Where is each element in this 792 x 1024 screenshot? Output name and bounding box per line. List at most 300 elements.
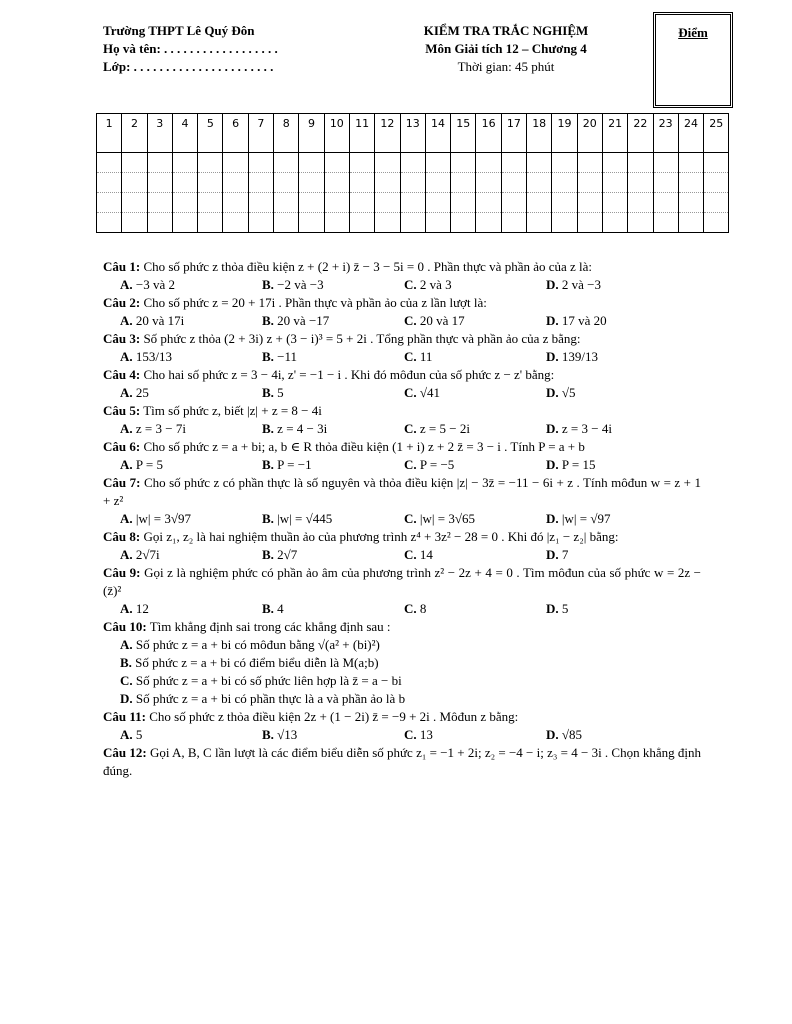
grid-answer-cell[interactable] (147, 213, 172, 233)
option-text: 2 và −3 (561, 277, 601, 292)
option-letter: D. (546, 421, 559, 436)
grid-answer-cell[interactable] (653, 173, 678, 193)
answer-option[interactable] (103, 636, 701, 654)
option-row (103, 384, 701, 402)
option-text: |w| = 3√65 (419, 511, 475, 526)
grid-answer-cell[interactable] (628, 173, 653, 193)
question-text: Cho số phức z = 20 + 17i . Phần thực và phần ảo của z lần lượt là: (143, 295, 487, 310)
option-text: 14 (419, 547, 433, 562)
answer-option[interactable] (546, 420, 688, 438)
grid-number: 20 (582, 117, 597, 130)
grid-answer-cell[interactable] (274, 193, 299, 213)
grid-number-cell (527, 114, 552, 153)
answer-option[interactable] (120, 384, 262, 402)
question-text: Tìm khẳng định sai trong các khẳng định sau : (149, 619, 391, 634)
school-name: Trường THPT Lê Quý Đôn (103, 23, 255, 38)
grid-number: 14 (431, 117, 445, 130)
grid-answer-cell[interactable] (122, 173, 147, 193)
grid-answer-cell[interactable] (223, 213, 248, 233)
grid-answer-cell[interactable] (577, 193, 602, 213)
grid-answer-row (97, 173, 729, 193)
grid-answer-cell[interactable] (476, 193, 501, 213)
option-letter: D. (546, 349, 559, 364)
answer-option[interactable] (404, 276, 546, 294)
grid-answer-cell[interactable] (299, 153, 324, 173)
exam-title: KIỂM TRA TRẮC NGHIỆM (423, 23, 589, 38)
grid-answer-cell[interactable] (501, 213, 526, 233)
answer-option[interactable] (546, 726, 688, 744)
grid-answer-row (97, 153, 729, 173)
grid-answer-cell[interactable] (97, 153, 122, 173)
option-letter: A. (120, 349, 133, 364)
grid-number-cell (476, 114, 501, 153)
grid-number: 25 (709, 117, 724, 130)
answer-option[interactable] (546, 312, 688, 330)
question-block (103, 474, 701, 528)
grid-answer-cell[interactable] (122, 193, 147, 213)
grid-answer-cell[interactable] (349, 173, 374, 193)
answer-option[interactable] (262, 276, 404, 294)
grid-answer-cell[interactable] (349, 213, 374, 233)
option-letter: B. (120, 655, 132, 670)
grid-number-cell (147, 114, 172, 153)
grid-answer-cell[interactable] (324, 153, 349, 173)
grid-answer-cell[interactable] (248, 213, 273, 233)
grid-answer-cell[interactable] (552, 153, 577, 173)
grid-answer-cell[interactable] (198, 153, 223, 173)
grid-answer-cell[interactable] (678, 173, 703, 193)
option-letter: B. (262, 601, 274, 616)
grid-answer-cell[interactable] (527, 173, 552, 193)
grid-answer-cell[interactable] (324, 173, 349, 193)
question-stem (103, 402, 701, 420)
answer-option[interactable] (546, 348, 688, 366)
grid-answer-cell[interactable] (299, 173, 324, 193)
question-label: Câu 12: (103, 745, 147, 760)
question-text: Gọi z₁, z₂ là hai nghiệm thuần ảo của phương trình z⁴ + 3z² − 28 = 0 . Khi đó |z₁ − z₂| bằng: (143, 529, 619, 544)
option-letter: A. (120, 547, 133, 562)
option-letter: A. (120, 637, 133, 652)
answer-option[interactable] (262, 420, 404, 438)
option-letter: C. (404, 385, 417, 400)
option-letter: B. (262, 349, 274, 364)
grid-answer-cell[interactable] (451, 213, 476, 233)
grid-answer-cell[interactable] (425, 153, 450, 173)
option-letter: D. (120, 691, 133, 706)
question-label: Câu 9: (103, 565, 141, 580)
option-row (103, 312, 701, 330)
option-letter: D. (546, 457, 559, 472)
answer-option[interactable] (262, 600, 404, 618)
grid-number-cell (349, 114, 374, 153)
grid-number: 9 (308, 117, 316, 130)
question-block (103, 366, 701, 402)
grid-number: 16 (481, 117, 496, 130)
question-stem (103, 366, 701, 384)
grid-number: 12 (380, 117, 395, 130)
question-list (103, 258, 701, 780)
grid-number: 8 (282, 117, 290, 130)
grid-number: 22 (633, 117, 648, 130)
answer-option[interactable] (262, 546, 404, 564)
option-text: 17 và 20 (561, 313, 607, 328)
question-label: Câu 2: (103, 295, 141, 310)
grid-answer-cell[interactable] (552, 173, 577, 193)
grid-answer-cell[interactable] (501, 173, 526, 193)
option-letter: D. (546, 601, 559, 616)
option-text: z = 4 − 3i (277, 421, 328, 436)
answer-option[interactable] (262, 384, 404, 402)
question-stem (103, 438, 701, 456)
answer-option[interactable] (404, 420, 546, 438)
grid-answer-cell[interactable] (678, 213, 703, 233)
answer-option[interactable] (120, 348, 262, 366)
grid-answer-cell[interactable] (147, 153, 172, 173)
option-letter: B. (262, 277, 274, 292)
option-text: 12 (135, 601, 149, 616)
option-letter: D. (546, 547, 559, 562)
question-text: Gọi A, B, C lần lượt là các điểm biểu diễn số phức z₁ = −1 + 2i; z₂ = −4 − i; z₃ = 4 − 3i . Chọn khẳng định đúng. (103, 745, 701, 778)
option-text: 25 (135, 385, 149, 400)
grid-answer-cell[interactable] (704, 193, 729, 213)
grid-number: 10 (329, 117, 344, 130)
option-text: Số phức z = a + bi có phần thực là a và phần ảo là b (135, 691, 406, 706)
answer-option[interactable] (404, 726, 546, 744)
grid-answer-cell[interactable] (602, 153, 627, 173)
option-text: 5 (277, 385, 284, 400)
grid-answer-cell[interactable] (223, 153, 248, 173)
question-block (103, 294, 701, 330)
grid-number-cell (97, 114, 122, 153)
grid-number-cell (577, 114, 602, 153)
question-block (103, 402, 701, 438)
answer-option[interactable] (262, 312, 404, 330)
answer-option[interactable] (262, 456, 404, 474)
answer-option[interactable] (546, 546, 688, 564)
score-label: Điểm (678, 25, 708, 40)
grid-answer-cell[interactable] (147, 193, 172, 213)
question-text: Gọi z là nghiệm phức có phần ảo âm của phương trình z² − 2z + 4 = 0 . Tìm môđun của số phức w = 2z − (z̄)² (103, 565, 701, 598)
grid-answer-cell[interactable] (602, 173, 627, 193)
answer-option[interactable] (404, 384, 546, 402)
option-letter: A. (120, 457, 133, 472)
grid-answer-cell[interactable] (425, 213, 450, 233)
option-letter: B. (262, 511, 274, 526)
answer-option[interactable] (120, 726, 262, 744)
grid-number-cell (375, 114, 400, 153)
option-text: P = 5 (135, 457, 163, 472)
grid-answer-cell[interactable] (97, 173, 122, 193)
answer-option[interactable] (262, 510, 404, 528)
answer-option[interactable] (262, 726, 404, 744)
grid-answer-cell[interactable] (400, 193, 425, 213)
question-text: Cho số phức z thỏa điều kiện 2z + (1 − 2i) z̄ = −9 + 2i . Môđun z bằng: (149, 709, 519, 724)
option-letter: C. (404, 277, 417, 292)
grid-answer-cell[interactable] (577, 153, 602, 173)
question-label: Câu 1: (103, 259, 141, 274)
grid-answer-cell[interactable] (425, 193, 450, 213)
grid-number: 6 (232, 117, 240, 130)
grid-answer-cell[interactable] (198, 213, 223, 233)
option-letter: C. (404, 457, 417, 472)
option-letter: B. (262, 727, 274, 742)
option-letter: B. (262, 421, 274, 436)
question-stem (103, 564, 701, 600)
grid-number-cell (678, 114, 703, 153)
option-text: 139/13 (561, 349, 599, 364)
grid-answer-cell[interactable] (274, 173, 299, 193)
grid-answer-cell[interactable] (552, 193, 577, 213)
grid-answer-cell[interactable] (375, 173, 400, 193)
grid-answer-cell[interactable] (299, 213, 324, 233)
option-text: 2√7i (135, 547, 160, 562)
answer-option[interactable] (120, 600, 262, 618)
answer-grid (96, 113, 729, 233)
grid-answer-cell[interactable] (97, 193, 122, 213)
grid-answer-cell[interactable] (527, 193, 552, 213)
grid-number-cell (400, 114, 425, 153)
grid-answer-cell[interactable] (602, 213, 627, 233)
grid-answer-cell[interactable] (451, 193, 476, 213)
grid-answer-cell[interactable] (97, 213, 122, 233)
grid-answer-cell[interactable] (628, 153, 653, 173)
question-stem (103, 528, 701, 546)
grid-number: 13 (405, 117, 420, 130)
grid-answer-cell[interactable] (349, 153, 374, 173)
grid-answer-cell[interactable] (602, 193, 627, 213)
answer-option[interactable] (120, 420, 262, 438)
answer-option[interactable] (103, 690, 701, 708)
grid-answer-cell[interactable] (349, 193, 374, 213)
grid-answer-cell[interactable] (172, 193, 197, 213)
grid-answer-cell[interactable] (653, 193, 678, 213)
option-text: √5 (561, 385, 576, 400)
grid-answer-cell[interactable] (375, 153, 400, 173)
question-label: Câu 3: (103, 331, 141, 346)
grid-number: 17 (506, 117, 521, 130)
grid-number-cell (501, 114, 526, 153)
grid-answer-cell[interactable] (400, 213, 425, 233)
question-text: Số phức z thỏa (2 + 3i) z + (3 − i)³ = 5 + 2i . Tổng phần thực và phần ảo của z bằng: (143, 331, 581, 346)
option-text: 5 (135, 727, 143, 742)
question-text: Tìm số phức z, biết |z| + z = 8 − 4i (143, 403, 322, 418)
grid-answer-cell[interactable] (577, 173, 602, 193)
grid-answer-cell[interactable] (172, 153, 197, 173)
grid-answer-cell[interactable] (122, 213, 147, 233)
score-box (653, 12, 733, 108)
grid-answer-cell[interactable] (678, 193, 703, 213)
grid-number-cell (248, 114, 273, 153)
answer-option[interactable] (404, 510, 546, 528)
answer-option[interactable] (120, 456, 262, 474)
question-stem (103, 708, 701, 726)
grid-number: 19 (557, 117, 572, 130)
grid-answer-cell[interactable] (704, 153, 729, 173)
option-letter: C. (404, 421, 417, 436)
grid-answer-cell[interactable] (324, 213, 349, 233)
grid-number-cell (628, 114, 653, 153)
grid-answer-cell[interactable] (172, 213, 197, 233)
grid-answer-cell[interactable] (653, 153, 678, 173)
grid-answer-cell[interactable] (223, 173, 248, 193)
grid-number: 5 (206, 117, 214, 130)
option-text: z = 3 − 7i (135, 421, 186, 436)
grid-answer-cell[interactable] (527, 153, 552, 173)
grid-answer-cell[interactable] (704, 213, 729, 233)
grid-answer-cell[interactable] (324, 193, 349, 213)
grid-answer-cell[interactable] (451, 173, 476, 193)
answer-option[interactable] (103, 672, 701, 690)
option-text: 20 và 17 (419, 313, 465, 328)
grid-answer-cell[interactable] (425, 173, 450, 193)
option-row (103, 420, 701, 438)
grid-answer-cell[interactable] (198, 173, 223, 193)
option-text: 153/13 (135, 349, 173, 364)
grid-answer-cell[interactable] (653, 213, 678, 233)
grid-answer-cell[interactable] (552, 213, 577, 233)
question-stem (103, 618, 701, 636)
option-letter: B. (262, 547, 274, 562)
answer-option[interactable] (404, 312, 546, 330)
option-text: P = −5 (419, 457, 455, 472)
answer-option[interactable] (546, 384, 688, 402)
option-letter: B. (262, 457, 274, 472)
grid-answer-cell[interactable] (628, 193, 653, 213)
grid-answer-cell[interactable] (223, 193, 248, 213)
option-letter: C. (404, 511, 417, 526)
grid-answer-cell[interactable] (248, 153, 273, 173)
question-block (103, 528, 701, 564)
option-text: √85 (561, 727, 583, 742)
answer-option[interactable] (120, 510, 262, 528)
answer-option[interactable] (120, 312, 262, 330)
option-row (103, 510, 701, 528)
student-name-line: Họ và tên: . . . . . . . . . . . . . . . . . . (103, 41, 278, 56)
option-letter: A. (120, 511, 133, 526)
grid-answer-cell[interactable] (451, 153, 476, 173)
grid-number-cell (299, 114, 324, 153)
option-letter: C. (404, 547, 417, 562)
grid-answer-cell[interactable] (678, 153, 703, 173)
answer-option[interactable] (103, 654, 701, 672)
grid-number: 1 (105, 117, 113, 130)
grid-number-cell (653, 114, 678, 153)
grid-answer-cell[interactable] (527, 213, 552, 233)
option-letter: C. (120, 673, 133, 688)
option-letter: A. (120, 601, 133, 616)
option-text: |w| = 3√97 (135, 511, 191, 526)
grid-number-cell (451, 114, 476, 153)
option-text: 8 (419, 601, 427, 616)
option-text: 20 và −17 (277, 313, 330, 328)
option-text: √13 (277, 727, 298, 742)
option-row (103, 348, 701, 366)
question-label: Câu 6: (103, 439, 141, 454)
answer-option[interactable] (546, 276, 688, 294)
option-text: |w| = √445 (277, 511, 333, 526)
option-text: 13 (419, 727, 433, 742)
question-label: Câu 10: (103, 619, 147, 634)
question-text: Cho số phức z có phần thực là số nguyên và thỏa điều kiện |z| − 3z̄ = −11 − 6i + z . Tính môđun w = z + 1 + z² (103, 475, 702, 508)
grid-number: 15 (456, 117, 471, 130)
question-block (103, 708, 701, 744)
grid-answer-cell[interactable] (274, 153, 299, 173)
grid-answer-cell[interactable] (172, 173, 197, 193)
option-text: Số phức z = a + bi có môđun bằng √(a² + (bi)²) (135, 637, 380, 652)
grid-number-cell (704, 114, 729, 153)
option-text: 11 (419, 349, 433, 364)
option-letter: C. (404, 349, 417, 364)
option-row (103, 600, 701, 618)
answer-option[interactable] (262, 348, 404, 366)
option-letter: C. (404, 727, 417, 742)
option-letter: A. (120, 277, 133, 292)
answer-option[interactable] (404, 348, 546, 366)
grid-answer-cell[interactable] (501, 153, 526, 173)
option-letter: D. (546, 727, 559, 742)
header-left (103, 22, 278, 76)
subject-line: Môn Giải tích 12 – Chương 4 (425, 41, 587, 56)
option-text: √41 (419, 385, 441, 400)
grid-answer-cell[interactable] (375, 213, 400, 233)
class-line: Lớp: . . . . . . . . . . . . . . . . . . . . . . (103, 59, 274, 74)
answer-option[interactable] (404, 600, 546, 618)
question-text: Cho số phức z = a + bi; a, b ∈ R thỏa điều kiện (1 + i) z + 2 z̄ = 3 − i . Tính P = a + b (143, 439, 585, 454)
grid-answer-cell[interactable] (501, 193, 526, 213)
option-text: 20 và 17i (135, 313, 185, 328)
grid-answer-cell[interactable] (299, 193, 324, 213)
grid-answer-cell[interactable] (248, 193, 273, 213)
option-letter: C. (404, 601, 417, 616)
question-label: Câu 7: (103, 475, 141, 490)
answer-option[interactable] (404, 546, 546, 564)
grid-answer-cell[interactable] (147, 173, 172, 193)
option-letter: A. (120, 313, 133, 328)
grid-answer-cell[interactable] (628, 213, 653, 233)
question-block (103, 564, 701, 618)
grid-answer-cell[interactable] (704, 173, 729, 193)
grid-answer-cell[interactable] (577, 213, 602, 233)
grid-answer-cell[interactable] (248, 173, 273, 193)
grid-number: 4 (181, 117, 189, 130)
answer-option[interactable] (546, 600, 688, 618)
grid-answer-cell[interactable] (400, 153, 425, 173)
grid-answer-cell[interactable] (122, 153, 147, 173)
grid-answer-cell[interactable] (375, 193, 400, 213)
option-text: −3 và 2 (135, 277, 175, 292)
grid-answer-cell[interactable] (274, 213, 299, 233)
grid-number: 24 (683, 117, 698, 130)
grid-answer-cell[interactable] (476, 173, 501, 193)
answer-option[interactable] (120, 276, 262, 294)
grid-answer-cell[interactable] (476, 213, 501, 233)
answer-option[interactable] (546, 510, 688, 528)
answer-option[interactable] (404, 456, 546, 474)
question-label: Câu 11: (103, 709, 146, 724)
option-row (103, 726, 701, 744)
grid-number: 21 (608, 117, 623, 130)
option-text: 2 và 3 (419, 277, 452, 292)
answer-option[interactable] (120, 546, 262, 564)
option-text: Số phức z = a + bi có số phức liên hợp là z̄ = a − bi (135, 673, 402, 688)
question-stem (103, 258, 701, 276)
grid-answer-cell[interactable] (400, 173, 425, 193)
grid-answer-cell[interactable] (198, 193, 223, 213)
answer-option[interactable] (546, 456, 688, 474)
grid-number-cell (198, 114, 223, 153)
grid-answer-cell[interactable] (476, 153, 501, 173)
grid-answer-row (97, 213, 729, 233)
